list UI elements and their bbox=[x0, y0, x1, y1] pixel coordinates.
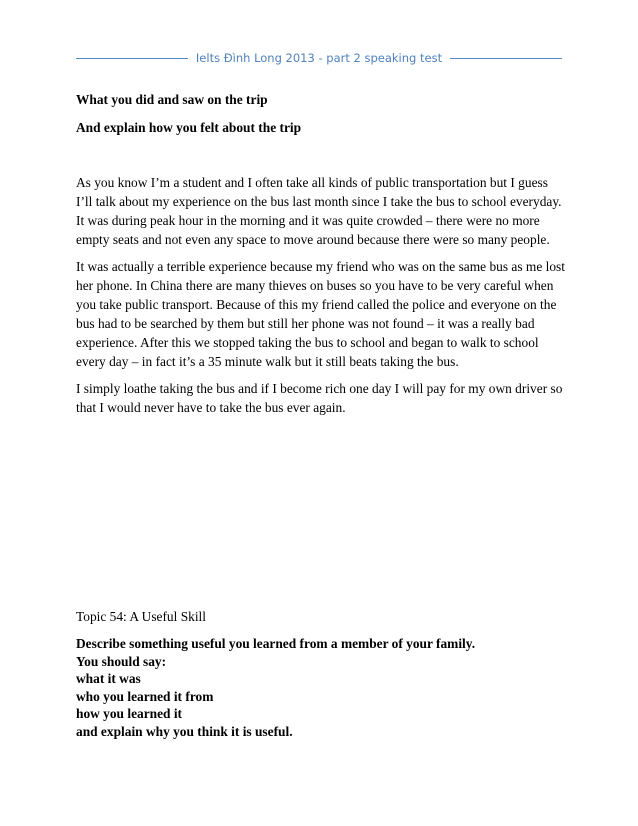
task-line-3: what it was bbox=[76, 671, 141, 686]
header-rule-right bbox=[450, 58, 562, 59]
header-title: Ielts Đình Long 2013 - part 2 speaking test bbox=[195, 51, 443, 65]
answer-paragraph-2: It was actually a terrible experience because my friend who was on the same bus as me lost her phone. In China there are many thieves on buses so you have to be very careful when you take public transport. Because of this my friend called the police and everyone on the bus had to be searched by them but still her phone was not found – it was a really bad experience. After this we stopped taking the bus to school and began to walk to school every day – in fact it’s a 35 minute walk but it still beats taking the bus. bbox=[76, 259, 565, 369]
prompt-line-2: And explain how you felt about the trip bbox=[76, 120, 302, 135]
task-line-2: You should say: bbox=[76, 653, 167, 669]
task-line-4: who you learned it from bbox=[76, 688, 214, 704]
task-line-5: how you learned it bbox=[76, 706, 183, 721]
prompt-line-1: What you did and saw on the trip bbox=[76, 92, 268, 107]
task-line-1: Describe something useful you learned from a member of your family. bbox=[76, 636, 476, 651]
task-line-6: and explain why you think it is useful. bbox=[76, 723, 293, 739]
page-header bbox=[76, 49, 562, 67]
answer-body bbox=[76, 173, 566, 417]
task-card bbox=[76, 635, 566, 740]
header-rule-left bbox=[76, 58, 188, 59]
topic-title: Topic 54: A Useful Skill bbox=[76, 609, 206, 624]
answer-paragraph-3: I simply loathe taking the bus and if I become rich one day I will pay for my own driver so that I would never have to take the bus ever again. bbox=[76, 381, 563, 415]
answer-paragraph-1: As you know I’m a student and I often take all kinds of public transportation but I guess I’ll talk about my experience on the bus last month since I take the bus to school everyday. It was during peak hour in the morning and it was quite crowded – there were no more empty seats and not even any space to move around because there were so many people. bbox=[76, 175, 562, 247]
